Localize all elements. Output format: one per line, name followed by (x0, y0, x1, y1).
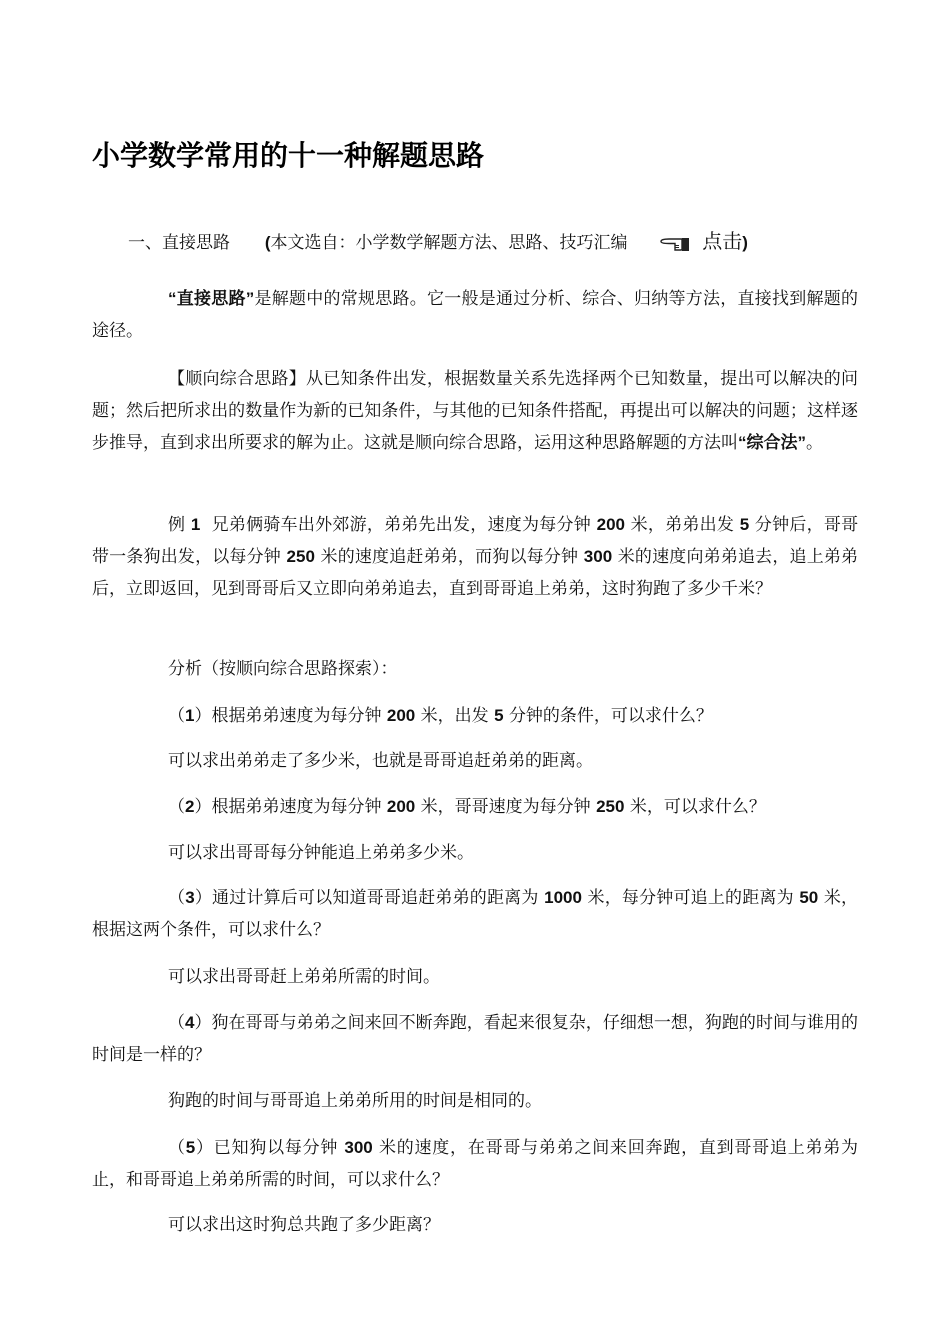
step-value: 200 (386, 706, 416, 725)
example-value: 200 (596, 515, 625, 534)
example-text: 分钟后，哥哥带一条狗出发，以每分钟 (92, 515, 859, 567)
click-link[interactable]: 点击 (702, 229, 743, 253)
example-text: 兄弟俩骑车出外郊游，弟弟先出发，速度为每分钟 (211, 515, 591, 535)
source-note: 本文选自：小学数学解题方法、思路、技巧汇编 (270, 233, 628, 253)
source-close-paren: ) (742, 233, 748, 252)
step-value: 200 (386, 797, 416, 816)
quote-term-direct: “直接思路” (168, 289, 255, 308)
step-value: 1000 (544, 888, 582, 907)
example-value: 300 (583, 547, 613, 566)
step-answer: 狗跑的时间与哥哥追上弟弟所用的时间是相同的。 (168, 1091, 542, 1111)
example-text: 米的速度向弟弟追去，追上弟弟后，立即返回，见到哥哥后又立即向弟弟追去，直到哥哥追上弟弟，这时狗跑了多少千米？ (92, 547, 859, 599)
method-paragraph (92, 363, 858, 459)
step-number: 1 (185, 706, 195, 725)
step-question: （1）根据弟弟速度为每分钟 200 米，出发 5 分钟的条件，可以求什么？ (168, 706, 713, 726)
quote-term-synthesis: “综合法” (738, 433, 806, 452)
example-label: 例 (168, 515, 186, 535)
method-text-end: 。 (806, 433, 823, 453)
step-answer: 可以求出哥哥每分钟能追上弟弟多少米。 (168, 843, 474, 863)
step-number: 2 (185, 797, 195, 816)
method-text: 【顺向综合思路】从已知条件出发，根据数量关系先选择两个已知数量，提出可以解决的问题；然后把所求出的数量作为新的已知条件，与其他的已知条件搭配，再提出可以解决的问题；这样逐步推导，直到求出所要求的解为止。这就是顺向综合思路，运用这种思路解题的方法叫 (92, 369, 858, 453)
example-text: 米，弟弟出发 (630, 515, 735, 535)
analysis-heading: 分析（按顺向综合思路探索）： (168, 659, 398, 679)
step-question: （3）通过计算后可以知道哥哥追赶弟弟的距离为 1000 米，每分钟可追上的距离为 50 米，根据这两个条件，可以求什么？ (92, 888, 859, 940)
step-number: 5 (185, 1138, 196, 1157)
intro-paragraph (92, 283, 858, 347)
example-number: 1 (190, 515, 201, 534)
page-title: 小学数学常用的十一种解题思路 (92, 139, 485, 172)
example-value: 250 (286, 547, 315, 566)
example-paragraph (92, 509, 858, 605)
step-answer: 可以求出弟弟走了多少米，也就是哥哥追赶弟弟的距离。 (168, 751, 593, 771)
source-open-paren: ( (264, 233, 271, 252)
intro-text: 是解题中的常规思路。它一般是通过分析、综合、归纳等方法，直接找到解题的途径。 (92, 289, 858, 341)
step-value: 5 (494, 706, 504, 725)
example-text: 米的速度追赶弟弟，而狗以每分钟 (320, 547, 579, 567)
step-value: 50 (799, 888, 819, 907)
step-answer: 可以求出这时狗总共跑了多少距离？ (168, 1215, 440, 1235)
step-question: （2）根据弟弟速度为每分钟 200 米，哥哥速度为每分钟 250 米，可以求什么？ (168, 797, 766, 817)
example-value: 5 (739, 515, 750, 534)
section-heading: 一、直接思路 (128, 233, 230, 253)
step-value: 250 (596, 797, 625, 816)
step-answer: 可以求出哥哥赶上弟弟所需的时间。 (168, 967, 440, 987)
step-number: 3 (185, 888, 195, 907)
pointing-hand-icon[interactable] (657, 233, 691, 255)
section-heading-row (128, 230, 748, 255)
step-number: 4 (185, 1013, 195, 1032)
step-value: 300 (344, 1138, 373, 1157)
step-question: （4）狗在哥哥与弟弟之间来回不断奔跑，看起来很复杂，仔细想一想，狗跑的时间与谁用的时间是一样的？ (92, 1013, 859, 1065)
step-question: （5）已知狗以每分钟 300 米的速度，在哥哥与弟弟之间来回奔跑，直到哥哥追上弟弟为止，和哥哥追上弟弟所需的时间，可以求什么？ (92, 1138, 859, 1190)
